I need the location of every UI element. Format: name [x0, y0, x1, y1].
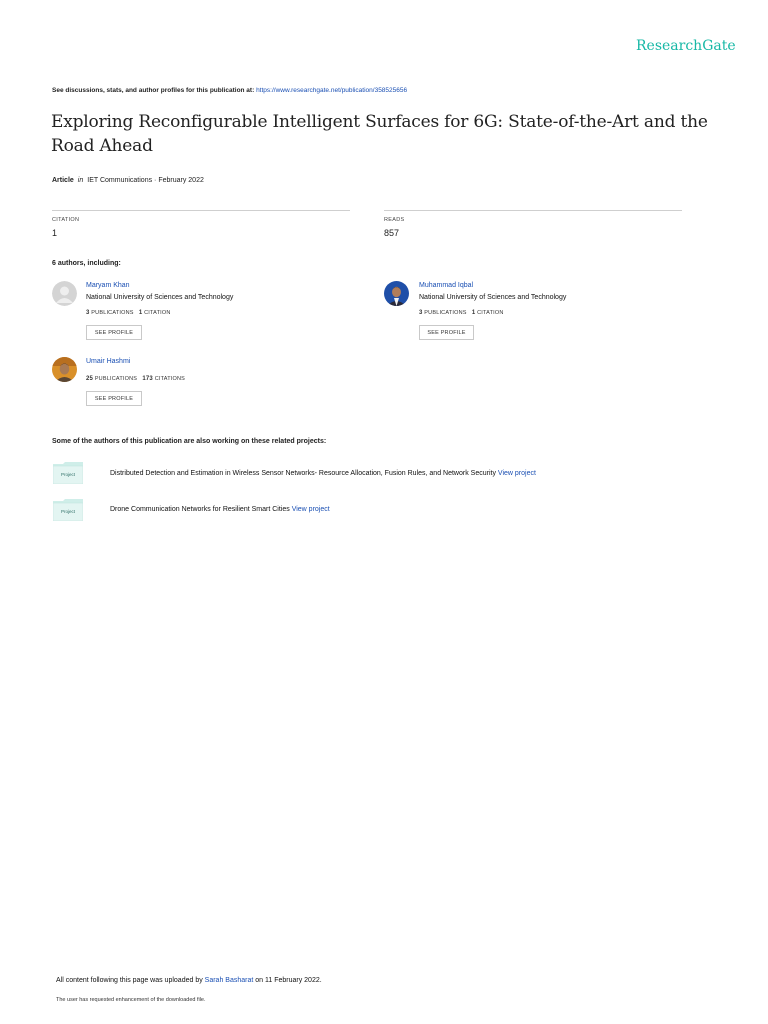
project-item	[110, 506, 330, 513]
avatar-placeholder[interactable]	[52, 281, 77, 306]
author-name[interactable]: Muhammad Iqbal	[419, 282, 474, 289]
author-name[interactable]: Maryam Khan	[86, 282, 130, 289]
project-folder-icon	[53, 462, 83, 484]
reads-value: 857	[384, 228, 400, 238]
reads-label: READS	[384, 217, 405, 223]
projects-heading: Some of the authors of this publication are also working on these related projects:	[52, 438, 327, 445]
project-title: Distributed Detection and Estimation in Wireless Sensor Networks- Resource Allocation, Fusion Rules, and Network Security	[110, 470, 496, 477]
author-stats: 25 PUBLICATIONS 173 CITATIONS	[86, 376, 186, 382]
authors-heading: 6 authors, including:	[52, 260, 121, 267]
project-title: Drone Communication Networks for Resilient Smart Cities	[110, 506, 290, 513]
see-discussions-text	[52, 87, 407, 94]
project-item	[110, 470, 536, 477]
author-institution: National University of Sciences and Technology	[419, 294, 567, 301]
project-folder-label: Project	[60, 509, 75, 514]
author-institution: National University of Sciences and Technology	[86, 294, 234, 301]
avatar-photo[interactable]	[384, 281, 409, 306]
publication-meta	[52, 177, 204, 184]
author-name[interactable]: Umair Hashmi	[86, 358, 131, 365]
uploader-link[interactable]: Sarah Basharat	[204, 977, 254, 984]
project-folder-icon	[53, 499, 83, 521]
publication-type: Article	[52, 177, 74, 184]
publication-date: · February 2022	[154, 177, 204, 184]
project-folder-label: Project	[60, 472, 75, 477]
see-discussions-label: See discussions, stats, and author profiles for this publication at:	[52, 87, 257, 94]
researchgate-logo[interactable]: ResearchGate	[636, 38, 736, 54]
citation-value: 1	[52, 228, 58, 238]
view-project-link[interactable]: View project	[291, 506, 330, 513]
see-profile-button[interactable]: SEE PROFILE	[86, 325, 142, 340]
enhancement-note: The user has requested enhancement of the downloaded file.	[56, 997, 206, 1003]
publication-url-link[interactable]: https://www.researchgate.net/publication/358525656	[256, 87, 408, 94]
view-project-link[interactable]: View project	[497, 470, 536, 477]
publication-title: Exploring Reconfigurable Intelligent Surfaces for 6G: State-of-the-Art and the Road Ahead	[51, 112, 708, 156]
in-label: in	[77, 177, 84, 184]
see-profile-button[interactable]: SEE PROFILE	[419, 325, 474, 340]
reads-divider	[384, 210, 682, 211]
journal-name: IET Communications	[87, 177, 153, 184]
author-stats: 3 PUBLICATIONS 1 CITATION	[86, 310, 171, 316]
upload-info: All content following this page was uploaded by Sarah Basharat on 11 February 2022.	[56, 977, 322, 984]
citation-divider	[52, 210, 350, 211]
author-stats: 3 PUBLICATIONS 1 CITATION	[419, 310, 504, 316]
citation-label: CITATION	[52, 217, 80, 223]
see-profile-button[interactable]: SEE PROFILE	[86, 391, 142, 406]
avatar-photo[interactable]	[52, 357, 77, 382]
